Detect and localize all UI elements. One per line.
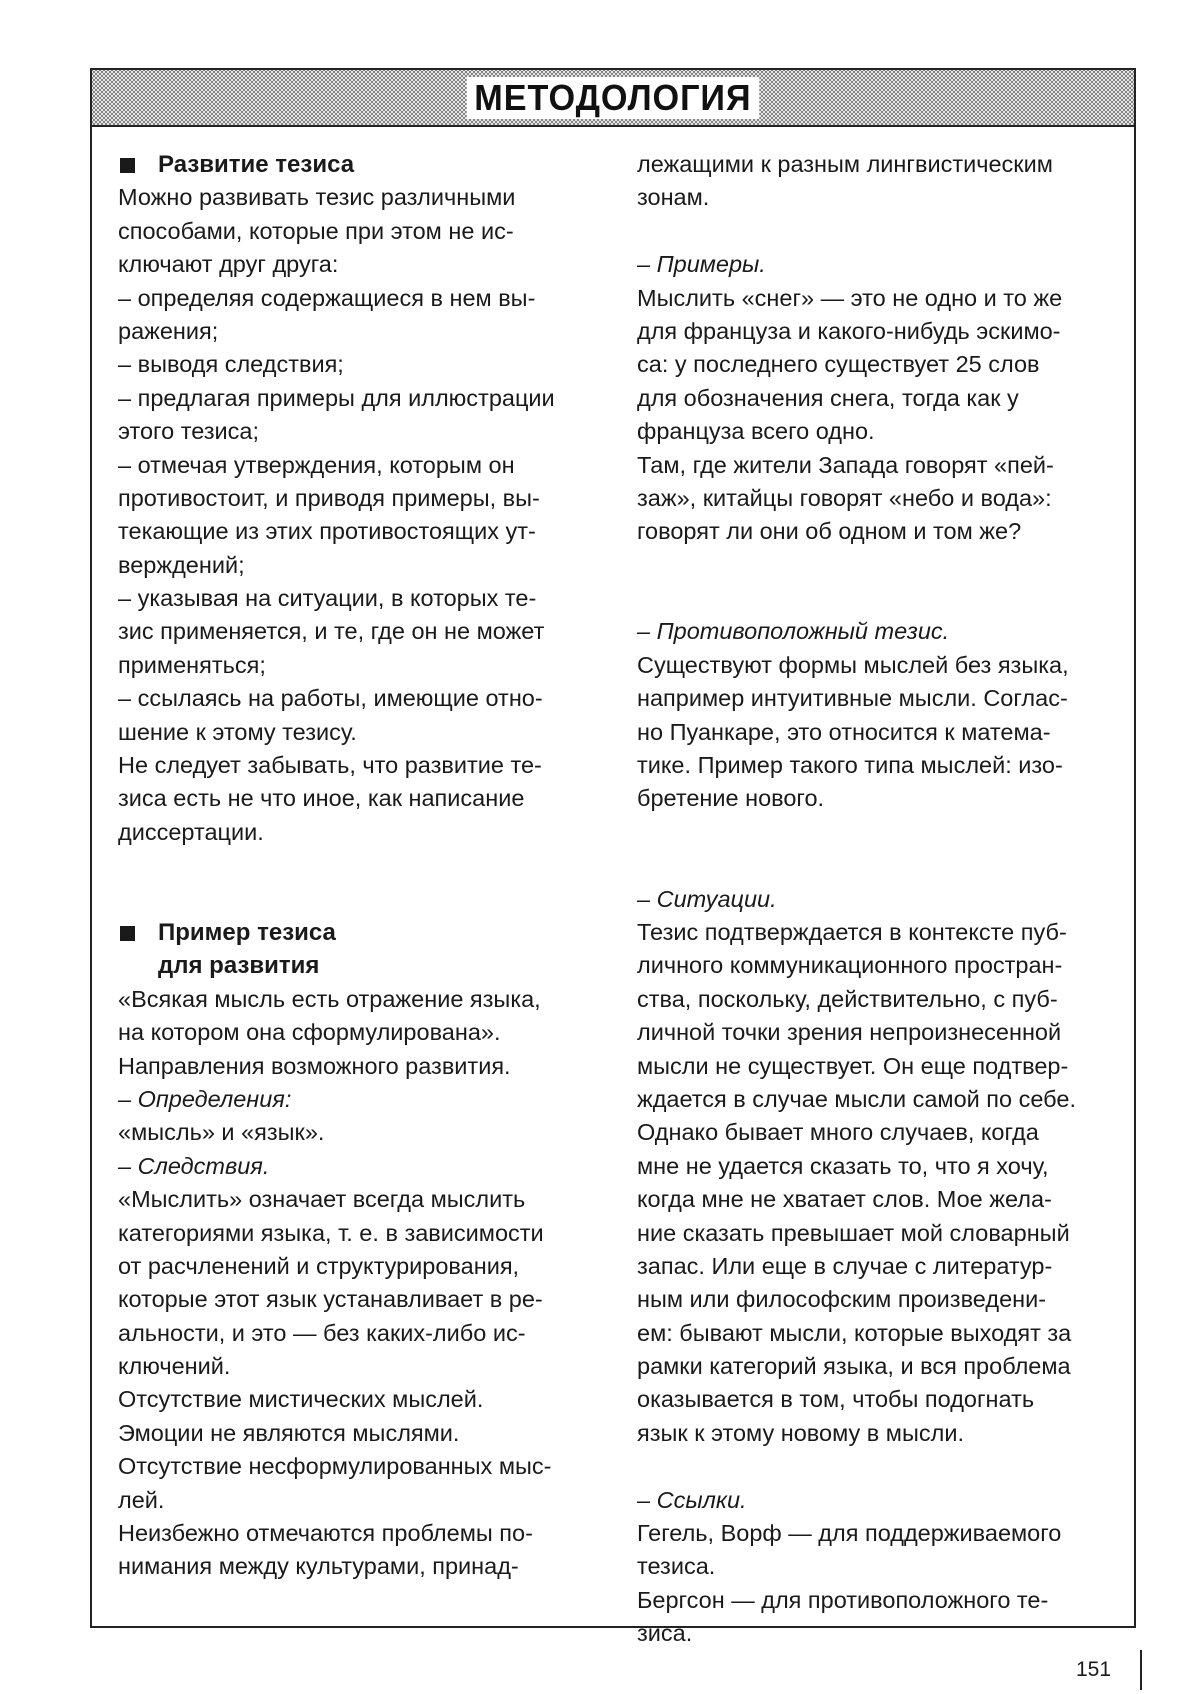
text-line: но Пуанкаре, это относится к матема-: [637, 718, 1051, 745]
text-line: – ссылаясь на работы, имеющие отно-: [118, 685, 543, 712]
text-line: лей.: [118, 1486, 165, 1513]
text-line: верждений;: [118, 551, 245, 578]
text-line: «Мыслить» означает всегда мыслить: [118, 1186, 526, 1213]
page-number: 151: [1076, 1658, 1112, 1681]
text-line: Эмоции не являются мыслями.: [118, 1419, 460, 1446]
spacer: [637, 816, 1117, 883]
text-line: говорят ли они об одном и том же?: [637, 518, 1022, 545]
heading-thesis-development: Развитие тезиса: [118, 148, 598, 181]
right-column: [637, 148, 1117, 1651]
text-line: альности, и это — без каких-либо ис-: [118, 1319, 526, 1346]
text-line: способами, которые при этом не ис-: [118, 217, 514, 244]
page-frame: [90, 68, 1136, 1647]
text-line: зонам.: [637, 184, 710, 211]
text-line: запас. Или еще в случае с литератур-: [637, 1252, 1053, 1279]
text-line: заж», китайцы говорят «небо и вода»:: [637, 484, 1052, 511]
text-line: рамки категорий языка, и вся проблема: [637, 1353, 1071, 1380]
text-line: личного коммуникационного простран-: [637, 952, 1063, 979]
text-line: когда мне не хватает слов. Мое жела-: [637, 1186, 1052, 1213]
text-line: например интуитивные мысли. Соглас-: [637, 685, 1068, 712]
text-line: – отмечая утверждения, которым он: [118, 451, 515, 478]
text-line: мысли не существует. Он еще подтвер-: [637, 1052, 1069, 1079]
text-line: Можно развивать тезис различными: [118, 184, 516, 211]
text-line: для француза и какого-нибудь эскимо-: [637, 317, 1061, 344]
text-line: зиса есть не что иное, как написание: [118, 785, 525, 812]
text-line: ным или философским произведени-: [637, 1286, 1047, 1313]
bullet-square-icon: [120, 926, 135, 941]
text-line: на котором она сформулирована».: [118, 1019, 501, 1046]
text-line: противостоит, и приводя примеры, вы-: [118, 484, 540, 511]
text-line: Однако бывает много случаев, когда: [637, 1119, 1039, 1146]
text-line: зиса.: [637, 1620, 693, 1647]
text-line: бретение нового.: [637, 785, 825, 812]
text-line: Направления возможного развития.: [118, 1052, 511, 1079]
text-line: ждается в случае мысли самой по себе.: [637, 1085, 1076, 1112]
heading-thesis-example: Пример тезиса: [118, 916, 598, 949]
text-line: Там, где жители Запада говорят «пей-: [637, 451, 1054, 478]
subsection-label-examples: – Примеры.: [637, 251, 766, 278]
text-line: для обозначения снега, тогда как у: [637, 384, 1019, 411]
text-line: от расчленений и структурирования,: [118, 1252, 520, 1279]
spacer: [637, 549, 1117, 616]
text-line: диссертации.: [118, 818, 264, 845]
text-line: ключений.: [118, 1353, 231, 1380]
text-line: Отсутствие несформулированных мыс-: [118, 1453, 552, 1480]
text-line: Гегель, Ворф — для поддерживаемого: [637, 1520, 1062, 1547]
text-line: «Всякая мысль есть отражение языка,: [118, 985, 541, 1012]
left-column: [118, 148, 598, 1584]
subsection-label: – Следствия.: [118, 1152, 270, 1179]
header: [92, 70, 1134, 125]
text-line: Тезис подтверждается в контексте пуб-: [637, 919, 1067, 946]
page-edge-mark: [1140, 1650, 1142, 1690]
text-line: ства, поскольку, действительно, с пуб-: [637, 985, 1058, 1012]
text-line: ние сказать превышает мой словарный: [637, 1219, 1070, 1246]
text-line: – указывая на ситуации, в которых те-: [118, 585, 537, 612]
text-line: тезиса.: [637, 1553, 716, 1580]
text-line: ражения;: [118, 317, 219, 344]
text-line: которые этот язык устанавливает в ре-: [118, 1286, 543, 1313]
text-line: этого тезиса;: [118, 418, 259, 445]
text-line: француза всего одно.: [637, 418, 875, 445]
text-line: личной точки зрения непроизнесенной: [637, 1019, 1062, 1046]
text-line: Бергсон — для противоположного те-: [637, 1586, 1049, 1613]
text-line: Отсутствие мистических мыслей.: [118, 1386, 484, 1413]
text-line: лежащими к разным лингвистическим: [637, 151, 1053, 177]
spacer: [118, 849, 598, 916]
subsection-label-opposite: – Противоположный тезис.: [637, 618, 950, 645]
bullet-square-icon: [120, 158, 135, 173]
text-line: Существуют формы мыслей без языка,: [637, 651, 1069, 678]
subsection-label-situations: – Ситуации.: [637, 885, 777, 912]
text-line: Не следует забывать, что развитие те-: [118, 752, 542, 779]
text-line: – выводя следствия;: [118, 351, 344, 378]
text-line: Неизбежно отмечаются проблемы по-: [118, 1520, 533, 1547]
text-line: категориями языка, т. е. в зависимости: [118, 1219, 544, 1246]
text-line: шение к этому тезису.: [118, 718, 357, 745]
text-line: оказывается в том, чтобы подогнать: [637, 1386, 1035, 1413]
text-line: язык к этому новому в мысли.: [637, 1419, 964, 1446]
heading-thesis-example-line2: для развития: [158, 952, 320, 980]
text-line: мне не удается сказать то, что я хочу,: [637, 1152, 1049, 1179]
text-line: тике. Пример такого типа мыслей: изо-: [637, 752, 1063, 779]
section-title: МЕТОДОЛОГИЯ: [467, 77, 759, 119]
spacer: [637, 1450, 1117, 1483]
text-line: – предлагая примеры для иллюстрации: [118, 384, 555, 411]
text-line: применяться;: [118, 651, 266, 678]
subsection-label: – Определения:: [118, 1085, 292, 1112]
text-line: текающие из этих противостоящих ут-: [118, 518, 536, 545]
text-line: нимания между культурами, принад-: [118, 1553, 519, 1580]
spacer: [637, 215, 1117, 248]
text-line: ключают друг друга:: [118, 251, 339, 278]
text-line: ем: бывают мысли, которые выходят за: [637, 1319, 1072, 1346]
text-line: «мысль» и «язык».: [118, 1119, 325, 1146]
text-line: са: у последнего существует 25 слов: [637, 351, 1040, 378]
text-line: – определяя содержащиеся в нем вы-: [118, 284, 536, 311]
text-line: Мыслить «снег» — это не одно и то же: [637, 284, 1063, 311]
text-line: зис применяется, и те, где он не может: [118, 618, 545, 645]
subsection-label-references: – Ссылки.: [637, 1486, 747, 1513]
